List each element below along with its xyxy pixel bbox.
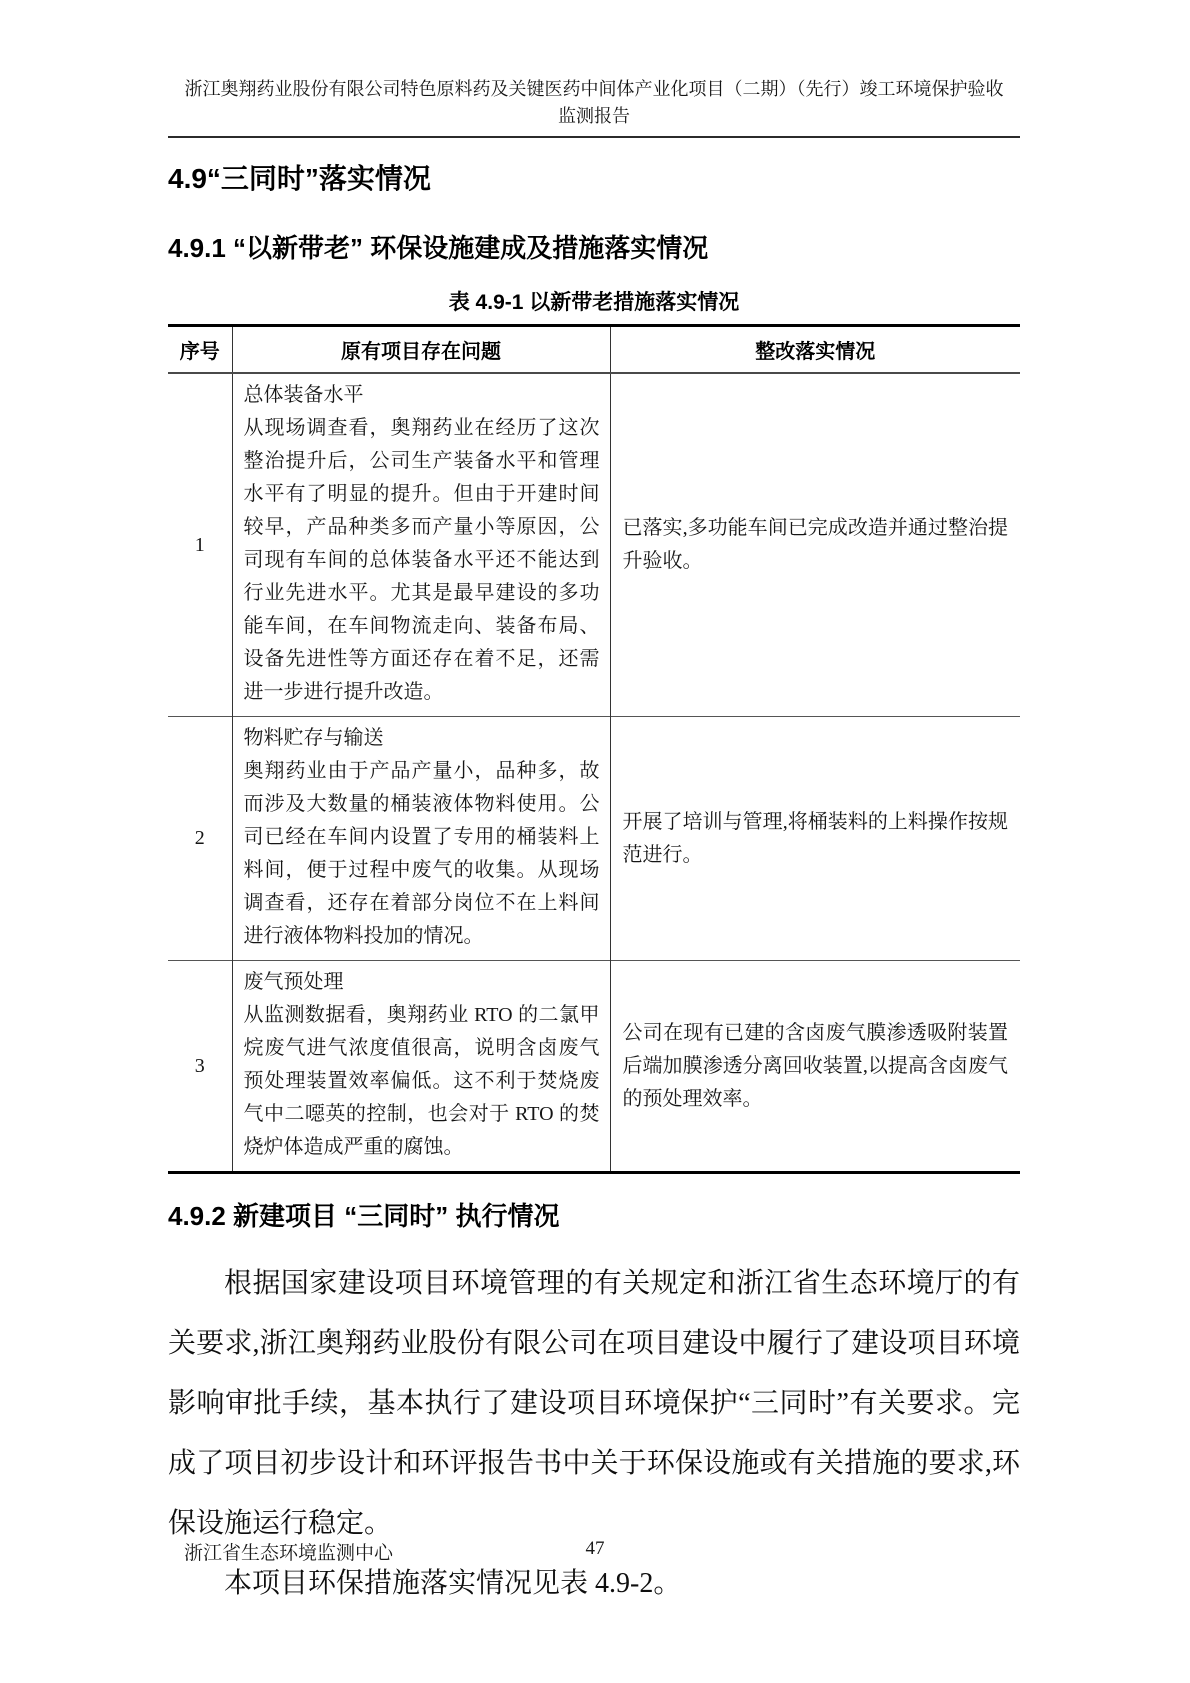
page-number: 47: [585, 1538, 605, 1559]
running-header-line2: 监测报告: [558, 106, 630, 126]
row3-problem: [232, 961, 610, 1173]
heading-4-9-2: 4.9.2 新建项目 “三同时” 执行情况: [168, 1201, 560, 1231]
col-header-no: 序号: [168, 326, 232, 374]
table-row: [168, 961, 1020, 1173]
col-header-rectify: 整改落实情况: [610, 326, 1020, 374]
heading-4-9-1: 4.9.1 “以新带老” 环保设施建成及措施落实情况: [168, 233, 709, 263]
heading-4-9: 4.9“三同时”落实情况: [168, 163, 431, 194]
page-content: [168, 0, 1020, 1614]
row1-no: 1: [194, 533, 205, 556]
row2-rectify: 开展了培训与管理,将桶装料的上料操作按规范进行。: [610, 717, 1020, 961]
col-header-problem: 原有项目存在问题: [232, 326, 610, 374]
row1-problem-body: 从现场调查看，奥翔药业在经历了这次整治提升后，公司生产装备水平和管理水平有了明显的提升。但由于开建时间较早，产品种类多而产量小等原因，公司现有车间的总体装备水平还不能达到行业先进水平。尤其是最早建设的多功能车间，在车间物流走向、装备布局、设备先进性等方面还存在着不足，还需进一步进行提升改造。: [243, 417, 600, 703]
body-paragraph-1: 根据国家建设项目环境管理的有关规定和浙江省生态环境厅的有关要求,浙江奥翔药业股份有限公司在项目建设中履行了建设项目环境影响审批手续，基本执行了建设项目环境保护“三同时”有关要求。完成了项目初步设计和环评报告书中关于环保设施或有关措施的要求,环保设施运行稳定。: [168, 1268, 1020, 1539]
row3-problem-title: 废气预处理: [243, 971, 344, 993]
row1-problem: [232, 373, 610, 717]
body-paragraph-2: 本项目环保措施落实情况见表 4.9-2。: [224, 1568, 682, 1599]
table-header-row: [168, 326, 1020, 374]
table-row: [168, 373, 1020, 717]
row3-rectify: 公司在现有已建的含卤废气膜渗透吸附装置后端加膜渗透分离回收装置,以提高含卤废气的预处理效率。: [610, 961, 1020, 1173]
running-header: [168, 0, 1020, 138]
row2-problem: [232, 717, 610, 961]
row3-no: 3: [168, 961, 232, 1173]
footer-organization: 浙江省生态环境监测中心: [184, 1543, 394, 1564]
row1-problem-title: 总体装备水平: [243, 384, 364, 406]
row2-no: 2: [168, 717, 232, 961]
measures-table: [168, 324, 1020, 1174]
table-caption: 表 4.9-1 以新带老措施落实情况: [448, 291, 740, 314]
table-row: [168, 717, 1020, 961]
row3-problem-body: 从监测数据看，奥翔药业 RTO 的二氯甲烷废气进气浓度值很高，说明含卤废气预处理装置效率偏低。这不利于焚烧废气中二噁英的控制，也会对于 RTO 的焚烧炉体造成严重的腐蚀。: [243, 1004, 600, 1158]
row2-problem-body: 奥翔药业由于产品产量小，品种多，故而涉及大数量的桶装液体物料使用。公司已经在车间内设置了专用的桶装料上料间，便于过程中废气的收集。从现场调查看，还存在着部分岗位不在上料间进行液体物料投加的情况。: [243, 760, 600, 947]
running-header-line1: 浙江奥翔药业股份有限公司特色原料药及关键医药中间体产业化项目（二期）（先行）竣工环境保护验收: [184, 79, 1004, 99]
row2-problem-title: 物料贮存与输送: [243, 727, 384, 749]
row1-rectify: 已落实,多功能车间已完成改造并通过整治提升验收。: [622, 517, 1008, 572]
